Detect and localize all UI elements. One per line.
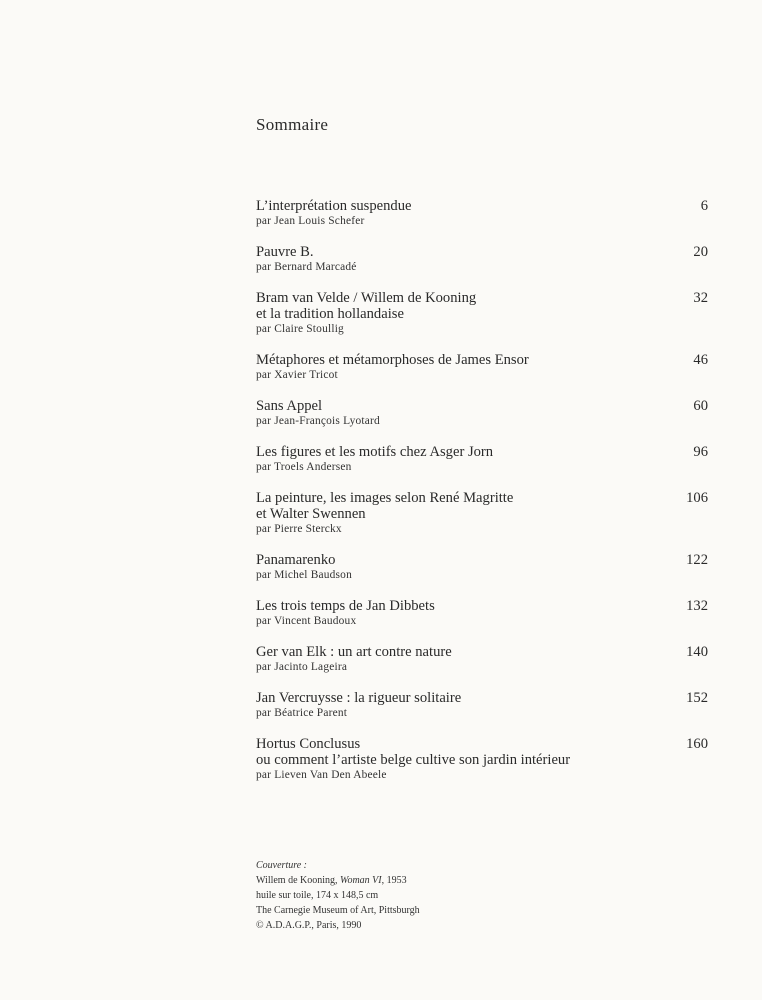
entry-author: par Lieven Van Den Abeele	[256, 769, 387, 781]
entry-title: L’interprétation suspendue	[256, 198, 412, 214]
entry-author: par Vincent Baudoux	[256, 615, 357, 627]
entry-page-number: 20	[693, 244, 708, 260]
credits-label: Couverture :	[256, 860, 308, 871]
cover-credits	[256, 858, 420, 933]
entry-author: par Jean Louis Schefer	[256, 215, 365, 227]
entry-title: Métaphores et métamorphoses de James Ensor	[256, 352, 529, 368]
toc-entry	[256, 290, 708, 337]
entry-title: Ger van Elk : un art contre nature	[256, 644, 452, 660]
toc-entry	[256, 552, 708, 583]
entry-page-number: 160	[686, 736, 708, 752]
toc-entry	[256, 690, 708, 721]
entry-title: Les trois temps de Jan Dibbets	[256, 598, 435, 614]
toc-entry	[256, 644, 708, 675]
entry-title: Bram van Velde / Willem de Kooning et la tradition hollandaise	[256, 290, 477, 322]
credits-collection: The Carnegie Museum of Art, Pittsburgh	[256, 905, 420, 916]
entry-title: Hortus Conclusus ou comment l’artiste belge cultive son jardin intérieur	[256, 736, 571, 768]
toc-entry	[256, 244, 708, 275]
toc-entry	[256, 490, 708, 537]
toc-entry	[256, 736, 708, 783]
entry-title: Jan Vercruysse : la rigueur solitaire	[256, 690, 462, 706]
toc-entry	[256, 444, 708, 475]
entry-author: par Jean-François Lyotard	[256, 415, 380, 427]
toc-entry	[256, 598, 708, 629]
toc-entry	[256, 352, 708, 383]
entry-title: Pauvre B.	[256, 244, 314, 260]
entry-page-number: 46	[693, 352, 708, 368]
entry-author: par Claire Stoullig	[256, 323, 344, 335]
credits-copyright: © A.D.A.G.P., Paris, 1990	[256, 920, 362, 931]
entry-title: Panamarenko	[256, 552, 336, 568]
credits-artwork-line	[256, 873, 420, 888]
page-title: Sommaire	[256, 115, 329, 134]
entry-page-number: 152	[686, 690, 708, 706]
credits-artist: Willem de Kooning,	[256, 875, 341, 886]
entry-author: par Bernard Marcadé	[256, 261, 357, 273]
entry-author: par Xavier Tricot	[256, 369, 338, 381]
entry-page-number: 132	[686, 598, 708, 614]
entry-title: La peinture, les images selon René Magritte et Walter Swennen	[256, 490, 514, 522]
credits-artwork-title: Woman VI	[340, 875, 382, 886]
entry-page-number: 140	[686, 644, 708, 660]
entry-title: Sans Appel	[256, 398, 323, 414]
entry-page-number: 60	[693, 398, 708, 414]
entry-author: par Jacinto Lageira	[256, 661, 348, 673]
entry-page-number: 106	[686, 490, 708, 506]
entry-title: Les figures et les motifs chez Asger Jorn	[256, 444, 494, 460]
toc-entry	[256, 398, 708, 429]
entry-author: par Pierre Sterckx	[256, 523, 342, 535]
credits-year: , 1953	[381, 875, 407, 886]
credits-medium: huile sur toile, 174 x 148,5 cm	[256, 890, 379, 901]
toc-entry	[256, 198, 708, 229]
table-of-contents	[256, 198, 708, 798]
entry-author: par Michel Baudson	[256, 569, 352, 581]
entry-author: par Béatrice Parent	[256, 707, 348, 719]
entry-page-number: 122	[686, 552, 708, 568]
entry-page-number: 96	[693, 444, 708, 460]
entry-page-number: 32	[693, 290, 708, 306]
entry-author: par Troels Andersen	[256, 461, 352, 473]
entry-page-number: 6	[700, 198, 708, 214]
